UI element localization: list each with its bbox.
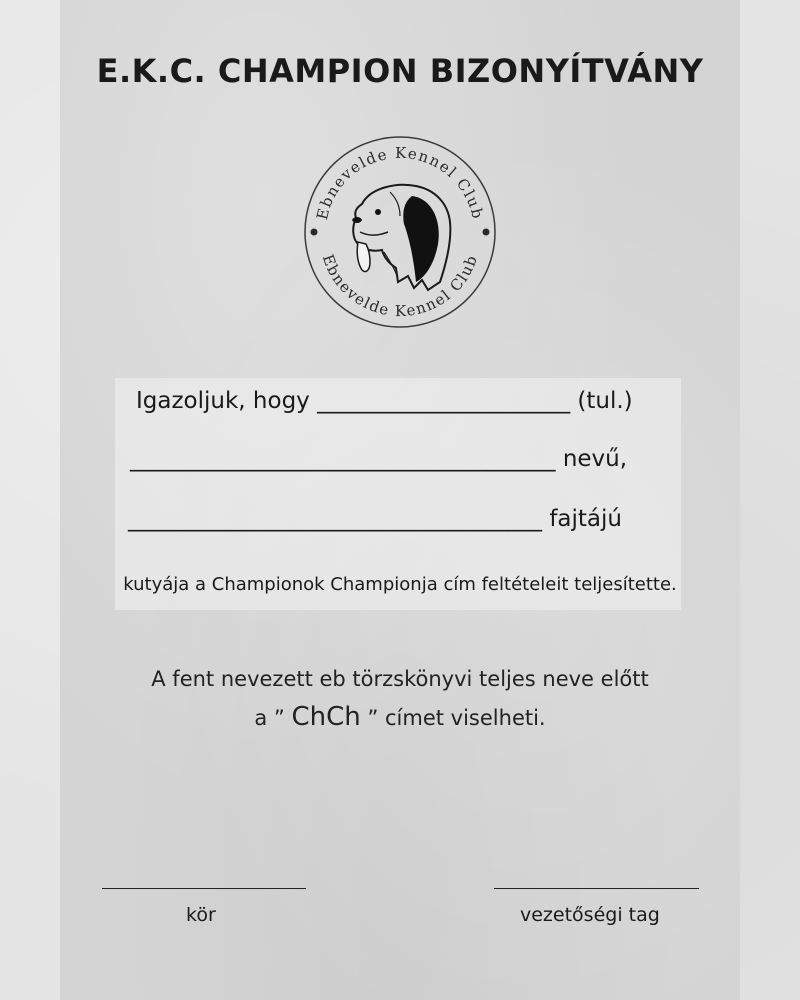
certificate-title: E.K.C. CHAMPION BIZONYÍTVÁNY — [96, 52, 704, 90]
dog-head-icon — [352, 185, 450, 290]
notice-line-2 — [0, 702, 800, 732]
title-code: ChCh — [291, 702, 361, 732]
owner-blank: ______________________ — [317, 388, 571, 414]
owner-suffix: (tul.) — [577, 388, 633, 414]
certify-prefix: Igazoljuk, hogy — [136, 388, 310, 414]
seal-text-top: Ebnevelde Kennel Club — [313, 143, 487, 222]
breed-blank: ____________________________________ — [128, 506, 542, 532]
notice-suffix: ” címet viselheti. — [367, 706, 546, 730]
signature-label-right: vezetőségi tag — [520, 904, 660, 926]
signature-line-right — [494, 888, 699, 890]
seal-ring — [305, 137, 495, 327]
certificate-line-2 — [130, 446, 627, 472]
breed-suffix: fajtájú — [549, 506, 622, 532]
certificate-line-1 — [136, 388, 633, 414]
club-seal — [300, 132, 500, 332]
certificate-line-3 — [128, 506, 622, 532]
signature-label-left: kör — [186, 904, 216, 926]
seal-dot-left — [311, 229, 318, 236]
dog-name-suffix: nevű, — [562, 446, 628, 472]
dog-name-blank: _____________________________________ — [130, 446, 556, 472]
notice-line-1: A fent nevezett eb törzskönyvi teljes neve előtt — [151, 667, 649, 691]
certificate-line-4: kutyája a Championok Championja cím feltételeit teljesítette. — [123, 574, 677, 595]
seal-dot-right — [483, 229, 490, 236]
seal-text-bottom: Ebnevelde Kennel Club — [318, 252, 482, 321]
notice-prefix: a ” — [254, 706, 285, 730]
club-seal-graphic — [300, 132, 500, 332]
signature-line-left — [102, 888, 306, 890]
